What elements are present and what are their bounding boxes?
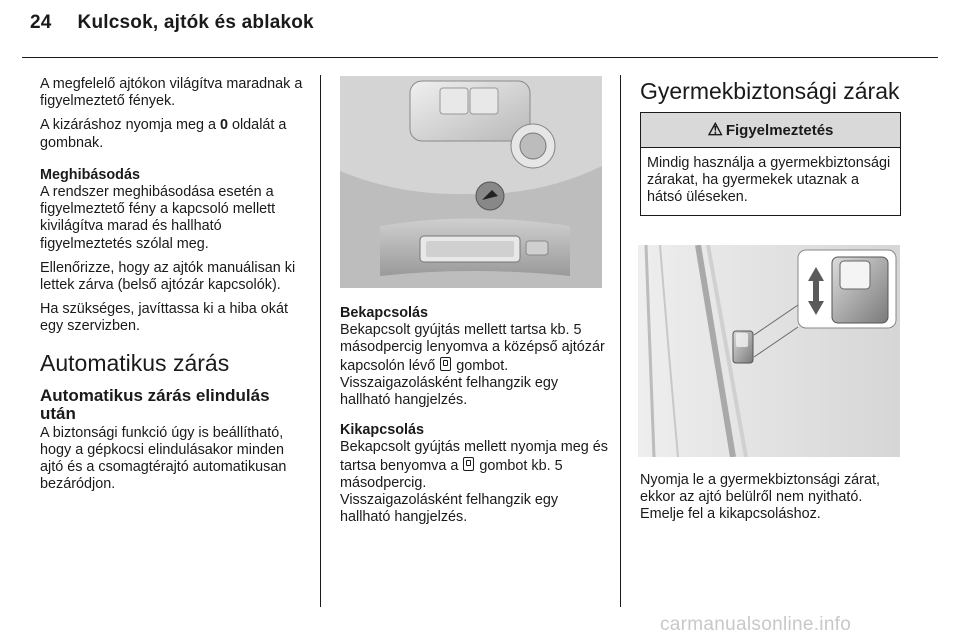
paragraph: Bekapcsolt gyújtás mellett nyomja meg és tartsa benyomva a gombot kb. 5 másodpercig. [340,439,608,491]
warning-box [640,112,901,216]
section-heading: Gyermekbiztonsági zárak [640,78,900,104]
chapter-title: Kulcsok, ajtók és ablakok [77,12,314,33]
overhead-console-illustration [340,76,602,288]
warning-header [641,113,900,148]
header-rule [22,57,938,58]
warning-text: Mindig használja a gyermekbiztonsági zárakat, ha gyermekek utaznak a hátsó üléseken. [647,155,891,206]
lock-button-icon [463,457,474,471]
page-number: 24 [30,12,52,33]
paragraph: Ha szükséges, javíttassa ki a hiba okát egy szervizben. [40,301,288,335]
paragraph: A biztonsági funkció úgy is beállítható, hogy a gépkocsi elindulásakor minden ajtó és a csomagtérajtó automatikusan bezáródjon. [40,424,287,493]
subheading: Meghibásodás [40,166,140,183]
column-divider-1 [320,75,321,607]
paragraph: Visszaigazolásként felhangzik egy hallható hangjelzés. [340,492,559,526]
warning-title: Figyelmeztetés [725,121,834,139]
paragraph: A rendszer meghibásodása esetén a figyelmeztető fény a kapcsoló mellett kivilágítva marad és hallható figyelmeztetés szólal meg. [40,184,276,252]
lock-button-icon [440,357,451,371]
watermark: carmanualsonline.info [660,614,852,635]
subheading: Bekapcsolás [340,305,428,321]
caption: Nyomja le a gyermekbiztonsági zárat, ekkor az ajtó belülről nem nyitható. Emelje fel a kikapcsoláshoz. [640,472,880,523]
column-divider-2 [620,75,621,607]
column-middle [340,305,610,533]
child-lock-illustration [638,245,900,457]
paragraph: Ellenőrizze, hogy az ajtók manuálisan ki lettek zárva (belső ajtózár kapcsolók). [40,259,296,294]
subheading: Kikapcsolás [340,422,424,439]
header-title-line [30,12,314,34]
warning-icon: ⚠ [707,120,723,139]
paragraph: A kizáráshoz nyomja meg a 0 oldalát a gombnak. [40,117,287,151]
paragraph: A megfelelő ajtókon világítva maradnak a figyelmeztető fények. [40,76,303,110]
paragraph: Bekapcsolt gyújtás mellett tartsa kb. 5 másodpercig lenyomva a középső ajtózár kapcsolón lévő gombot. Visszaigazolásként felhangzik egy hallható hangjelzés. [340,322,605,409]
column-left [40,76,308,500]
subsection-heading: Automatikus zárás elindulás után [40,385,270,423]
section-heading: Automatikus zárás [40,349,230,376]
